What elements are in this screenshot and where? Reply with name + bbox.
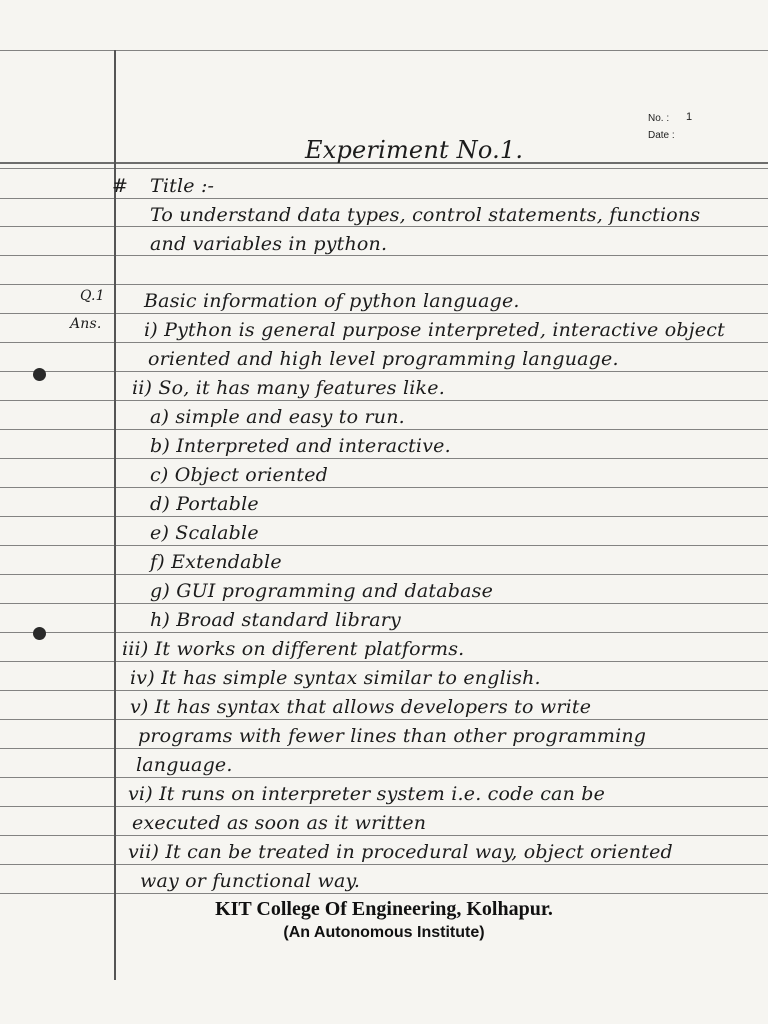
answer-line: vi) It runs on interpreter system i.e. code can be [128,783,606,805]
answer-line: oriented and high level programming language. [148,348,619,370]
punch-hole-icon [33,368,46,381]
number-value: 1 [686,111,693,123]
answer-line: way or functional way. [140,870,361,892]
number-label: No. : [648,113,670,124]
feature-item: d) Portable [150,493,259,515]
answer-label: Ans. [70,316,102,332]
title-marker: # [112,175,129,197]
feature-item: f) Extendable [150,551,282,573]
punch-hole-icon [33,627,46,640]
feature-item: e) Scalable [150,522,259,544]
experiment-title: Experiment No.1. [305,136,524,164]
answer-line: language. [136,754,233,776]
feature-item: h) Broad standard library [150,609,401,631]
answer-line: iv) It has simple syntax similar to english. [130,667,541,689]
college-subtitle: (An Autonomous Institute) [283,924,485,941]
answer-line: programs with fewer lines than other programming [138,725,647,747]
date-label: Date : [648,130,675,141]
feature-item: b) Interpreted and interactive. [150,435,451,457]
question-text: Basic information of python language. [144,290,520,312]
feature-item: c) Object oriented [150,464,329,486]
answer-line: ii) So, it has many features like. [132,377,445,399]
answer-line: executed as soon as it written [132,812,427,834]
title-label: Title :- [150,175,215,197]
feature-item: g) GUI programming and database [150,580,494,602]
answer-line: v) It has syntax that allows developers to write [130,696,592,718]
answer-line: i) Python is general purpose interpreted, interactive object [144,319,725,341]
title-line: To understand data types, control statements, functions [150,204,701,226]
title-line: and variables in python. [150,233,388,255]
college-name: KIT College Of Engineering, Kolhapur. [215,898,553,920]
feature-item: a) simple and easy to run. [150,406,405,428]
answer-line: iii) It works on different platforms. [122,638,465,660]
question-label: Q.1 [80,288,105,304]
answer-line: vii) It can be treated in procedural way, object oriented [128,841,673,863]
